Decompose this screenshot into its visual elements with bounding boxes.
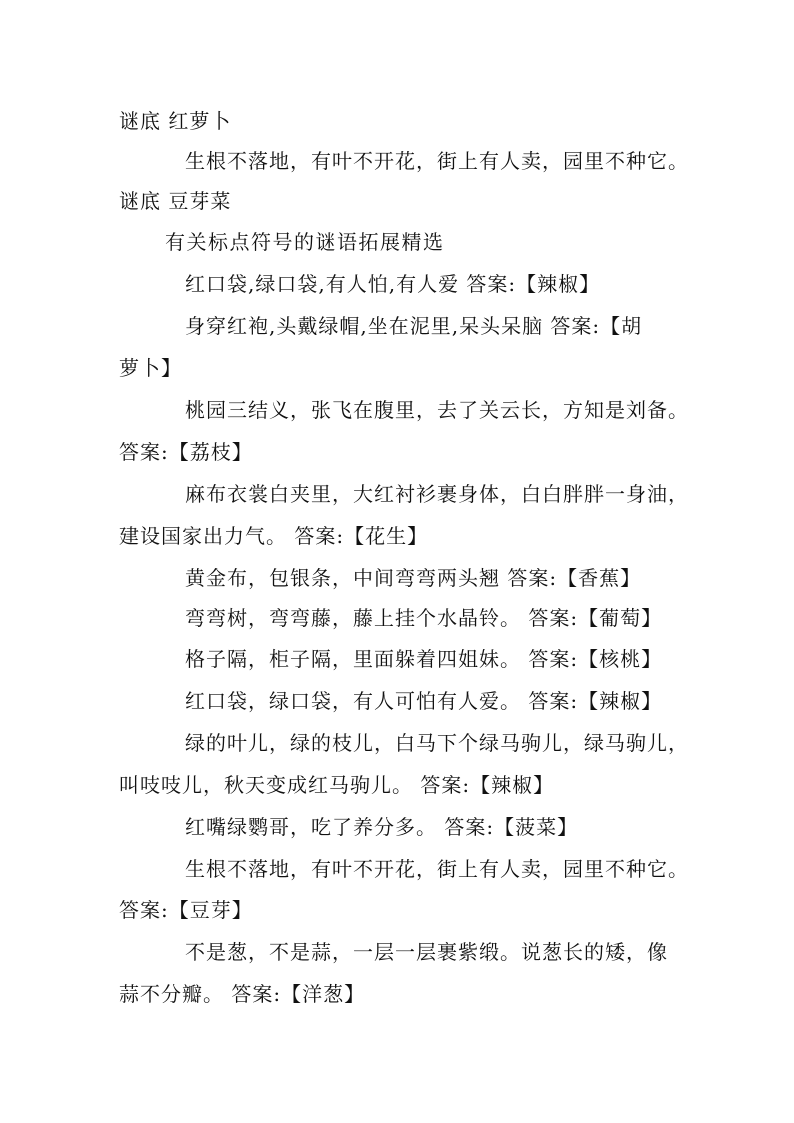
riddle-text-line: 身穿红袍,头戴绿帽,坐在泥里,呆头呆脑 答案:【胡 [185,314,643,338]
riddle-text-line: 生根不落地，有叶不开花，街上有人卖，园里不种它。 [185,857,689,881]
riddle-text-line: 不是葱，不是蒜，一层一层裹紫缎。说葱长的矮，像 [185,940,668,964]
riddle-continuation-line: 叫吱吱儿，秋天变成红马驹儿。 答案:【辣椒】 [119,773,555,797]
riddle-answer-line: 谜底 豆芽菜 [119,189,232,213]
section-heading: 有关标点符号的谜语拓展精选 [165,230,445,254]
riddle-text-line: 黄金布，包银条，中间弯弯两头翘 答案:【香蕉】 [185,566,642,590]
riddle-text-line: 桃园三结义，张飞在腹里，去了关云长，方知是刘备。 [185,398,689,422]
riddle-continuation-line: 建设国家出力气。 答案:【花生】 [119,524,429,548]
riddle-text-line: 格子隔，柜子隔，里面躲着四姐妹。 答案:【核桃】 [185,647,663,671]
riddle-continuation-line: 蒜不分瓣。 答案:【洋葱】 [119,982,366,1006]
riddle-text-line: 绿的叶儿，绿的枝儿，白马下个绿马驹儿，绿马驹儿， [185,731,689,755]
riddle-continuation-line: 萝卜】 [119,356,182,380]
riddle-text-line: 红嘴绿鹦哥，吃了养分多。 答案:【菠菜】 [185,815,579,839]
riddle-text-line: 生根不落地，有叶不开花，街上有人卖，园里不种它。 [185,149,689,173]
riddle-continuation-line: 答案:【荔枝】 [119,440,253,464]
riddle-text-line: 红口袋,绿口袋,有人怕,有人爱 答案:【辣椒】 [185,272,601,296]
riddle-answer-line: 谜底 红萝卜 [119,109,232,133]
riddle-continuation-line: 答案:【豆芽】 [119,898,253,922]
riddle-text-line: 麻布衣裳白夹里，大红衬衫裹身体，白白胖胖一身油， [185,482,689,506]
riddle-text-line: 弯弯树，弯弯藤，藤上挂个水晶铃。 答案:【葡萄】 [185,606,663,630]
riddle-text-line: 红口袋，绿口袋，有人可怕有人爱。 答案:【辣椒】 [185,689,663,713]
